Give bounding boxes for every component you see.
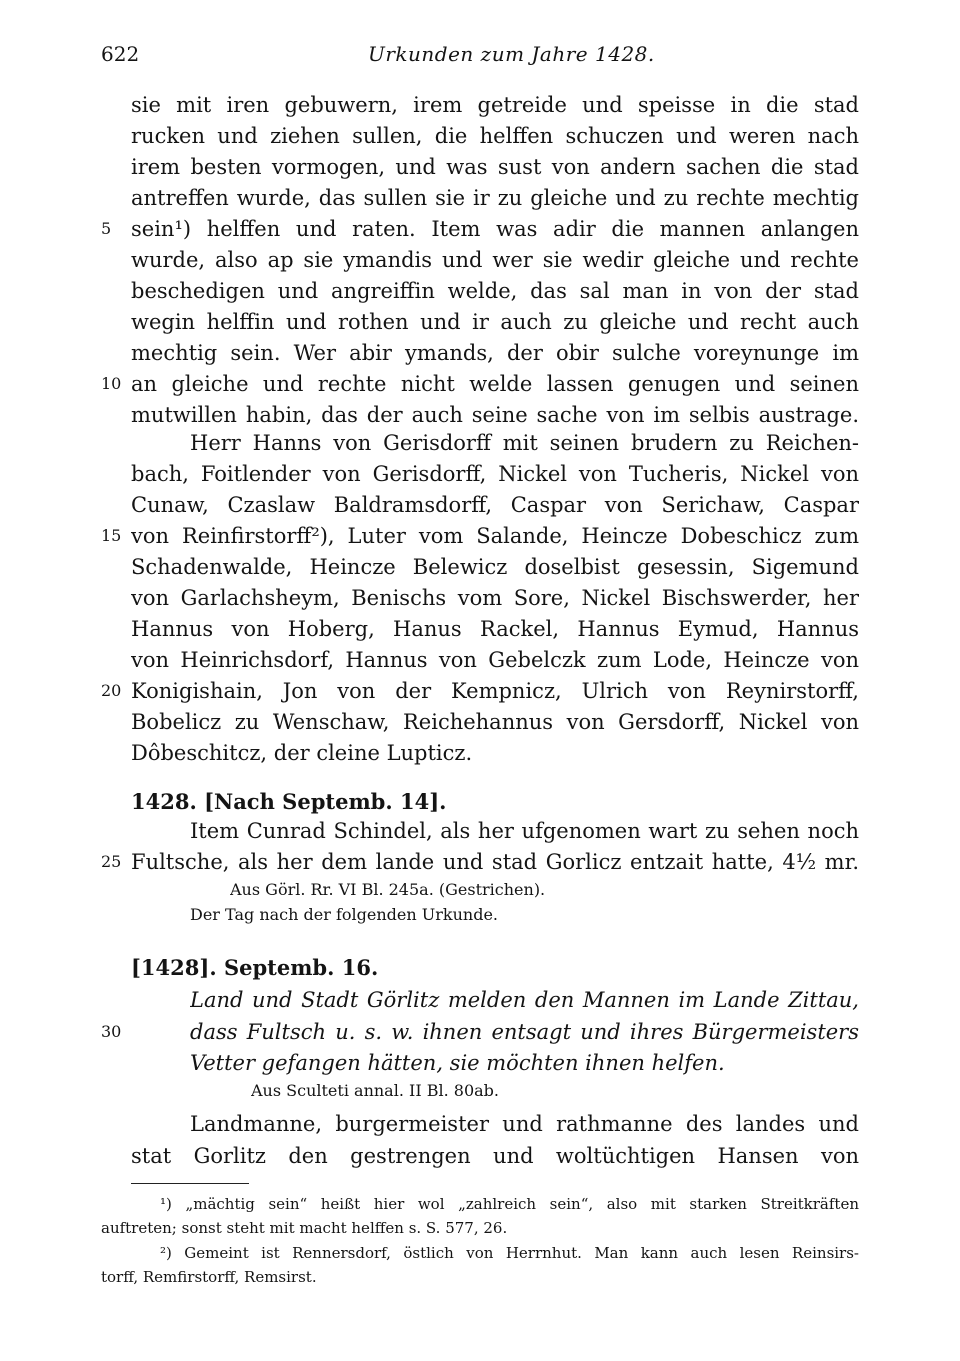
- text-line: Herr Hanns von Gerisdorff mit seinen brudern zu Reichen-: [190, 431, 859, 455]
- entry-heading: [1428]. Septemb. 16.: [131, 955, 379, 980]
- text-line: mechtig sein. Wer abir ymands, der obir sulche voreynunge im: [131, 341, 859, 365]
- text-line: Konigishain, Jon von der Kempnicz, Ulrich von Reynirstorff,: [131, 679, 859, 703]
- summary-line: Vetter gefangen hätten, sie möchten ihnen helfen.: [190, 1051, 725, 1075]
- text-line: wegin helffin und rothen und ir auch zu gleiche und recht auch: [131, 310, 859, 334]
- footnote-line: ¹) „mächtig sein“ heißt hier wol „zahlreich sein“, also mit starken Streitkräften: [160, 1195, 859, 1213]
- line-number: 25: [101, 852, 122, 871]
- line-number: 30: [101, 1022, 122, 1041]
- text-line: beschedigen und angreiffin welde, das sal man in von der stad: [131, 279, 859, 303]
- entry-heading: 1428. [Nach Septemb. 14].: [131, 789, 447, 814]
- text-line: stat Gorlitz den gestrengen und woltüchtigen Hansen von: [131, 1144, 859, 1168]
- text-line: irem besten vormogen, und was sust von andern sachen die stad: [131, 155, 859, 179]
- line-number: 20: [101, 681, 122, 700]
- text-line: von Reinfirstorff²), Luter vom Salande, Heincze Dobeschicz zum: [131, 524, 859, 548]
- source-note: Aus Sculteti annal. II Bl. 80ab.: [251, 1081, 500, 1100]
- footnote-rule: [131, 1183, 249, 1184]
- text-line: mutwillen habin, das der auch seine sache von im selbis austrage.: [131, 403, 859, 427]
- text-line: wurde, also ap sie ymandis und wer sie wedir gleiche und rechte: [131, 248, 859, 272]
- text-line: von Garlachsheym, Benischs vom Sore, Nickel Bischswerder, her: [131, 586, 859, 610]
- line-number: 10: [101, 374, 122, 393]
- text-line: Cunaw, Czaslaw Baldramsdorff, Caspar von Serichaw, Caspar: [131, 493, 859, 517]
- source-note: Aus Görl. Rr. VI Bl. 245a. (Gestrichen).: [230, 880, 546, 899]
- footnote-line: auftreten; sonst steht mit macht helffen s. S. 577, 26.: [101, 1219, 508, 1237]
- text-line: rucken und ziehen sullen, die helffen schuczen und weren nach: [131, 124, 859, 148]
- line-number: 15: [101, 526, 122, 545]
- text-line: antreffen wurde, das sullen sie ir zu gleiche und zu rechte mechtig: [131, 186, 859, 210]
- date-note: Der Tag nach der folgenden Urkunde.: [190, 905, 498, 924]
- page-header: [0, 38, 960, 78]
- line-number: 5: [101, 219, 112, 238]
- text-line: Item Cunrad Schindel, als her ufgenomen wart zu sehen noch: [190, 819, 859, 843]
- page-number: 622: [101, 42, 140, 66]
- text-line: an gleiche und rechte nicht welde lassen genugen und seinen: [131, 372, 859, 396]
- text-line: von Heinrichsdorf, Hannus von Gebelczk zum Lode, Heincze von: [131, 648, 859, 672]
- footnote-line: ²) Gemeint ist Rennersdorf, östlich von Herrnhut. Man kann auch lesen Reinsirs-: [160, 1244, 859, 1262]
- running-title: Urkunden zum Jahre 1428.: [368, 42, 655, 66]
- text-line: sie mit iren gebuwern, irem getreide und speisse in die stad: [131, 93, 859, 117]
- text-line: Fultsche, als her dem lande und stad Gorlicz entzait hatte, 4½ mr.: [131, 850, 859, 874]
- text-line: Landmanne, burgermeister und rathmanne des landes und: [190, 1112, 859, 1136]
- summary-line: Land und Stadt Görlitz melden den Mannen im Lande Zittau,: [190, 988, 859, 1012]
- text-line: Dôbeschitcz, der cleine Lupticz.: [131, 741, 473, 765]
- text-line: sein¹) helffen und raten. Item was adir die mannen anlangen: [131, 217, 859, 241]
- text-line: bach, Foitlender von Gerisdorff, Nickel von Tucheris, Nickel von: [131, 462, 859, 486]
- text-line: Bobelicz zu Wenschaw, Reichehannus von Gersdorff, Nickel von: [131, 710, 859, 734]
- summary-line: dass Fultsch u. s. w. ihnen entsagt und ihres Bürgermeisters: [190, 1020, 859, 1044]
- text-line: Hannus von Hoberg, Hanus Rackel, Hannus Eymud, Hannus: [131, 617, 859, 641]
- footnote-line: torff, Remfirstorff, Remsirst.: [101, 1268, 317, 1286]
- text-line: Schadenwalde, Heincze Belewicz doselbist gesessin, Sigemund: [131, 555, 859, 579]
